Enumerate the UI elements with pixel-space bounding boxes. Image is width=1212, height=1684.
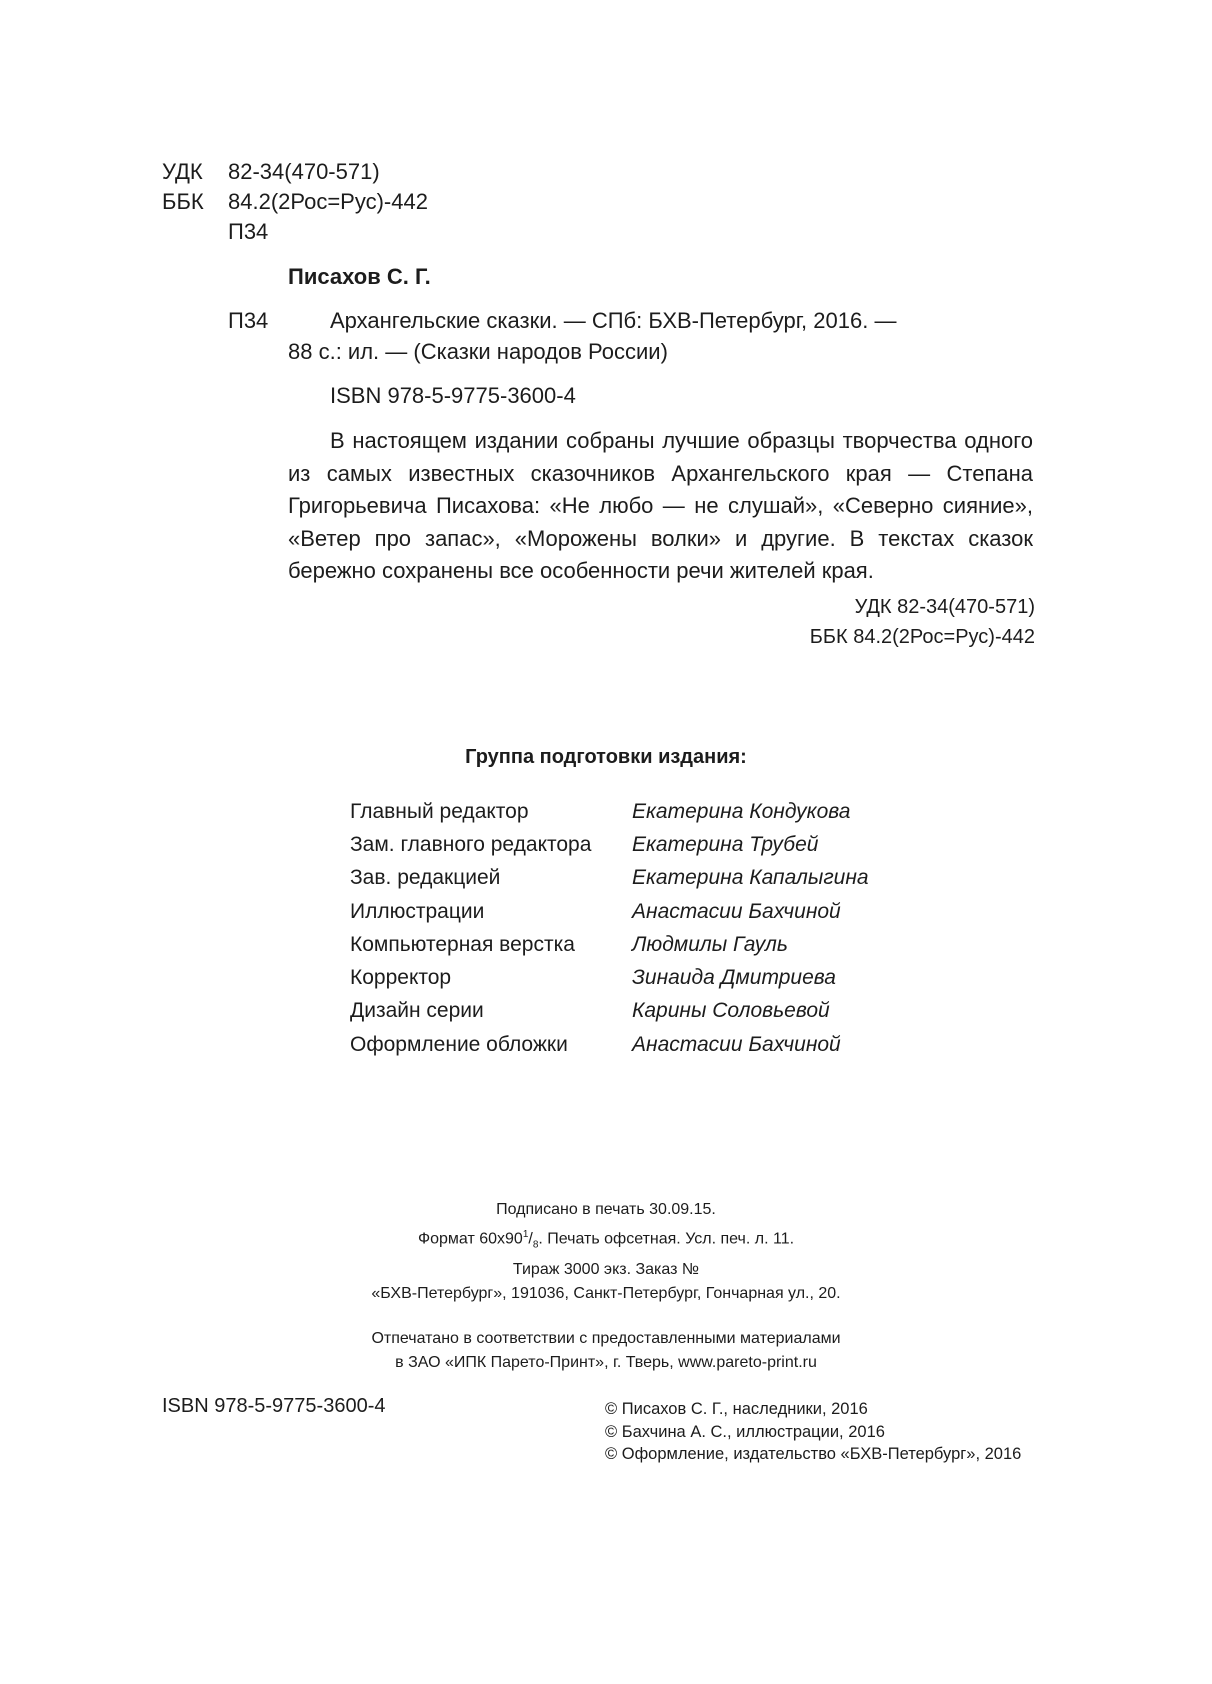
imprint-format: Формат $60х90^1/_8$. Печать офсетная. Усл. печ. л. 11. [417, 1228, 795, 1251]
team-person: Карины Соловьевой [632, 999, 830, 1023]
imprint-format-num: 1 [522, 1228, 529, 1240]
bib-isbn: ISBN 978-5-9775-3600-4 [330, 383, 576, 408]
bbk-value: 84.2(2Рос=Рус)-442 [228, 189, 428, 214]
right-codes-block [810, 592, 1035, 652]
team-person: Екатерина Капалыгина [632, 866, 869, 890]
annotation-paragraph: В настоящем издании собраны лучшие образцы творчества одного из самых известных сказочников Архангельского края — Степана Григорьевича Писахова: «Не любо — не слушай», «Северно сияние», «Ветер про запас», «Морожены волки» и другие. В текстах сказок бережно сохранены все особенности речи жителей края. [288, 428, 1033, 583]
udk-value: 82-34(470-571) [228, 159, 380, 184]
team-title: Группа подготовки издания: [465, 746, 747, 768]
team-person: Людмилы Гауль [632, 932, 788, 956]
copyright-line: © Писахов С. Г., наследники, 2016 [605, 1400, 868, 1418]
imprint-printed-2: в ЗАО «ИПК Парето-Принт», г. Тверь, www.pareto-print.ru [395, 1354, 817, 1372]
imprint-format-suffix: . Печать офсетная. Усл. печ. л. 11. [538, 1229, 795, 1247]
team-role: Иллюстрации [350, 899, 485, 923]
team-row [350, 995, 869, 1028]
imprint-publisher: «БХВ-Петербург», 191036, Санкт-Петербург, Гончарная ул., 20. [371, 1285, 841, 1303]
team-role: Зам. главного редактора [350, 832, 592, 856]
bbk-label: ББК [162, 189, 204, 214]
team-person: Анастасии Бахчиной [632, 1032, 841, 1056]
team-role: Оформление обложки [350, 1032, 568, 1056]
imprint-printed-1: Отпечатано в соответствии с предоставленными материалами [371, 1329, 841, 1347]
team-row [350, 828, 869, 861]
copyright-line: © Бахчина А. С., иллюстрации, 2016 [605, 1422, 885, 1441]
team-table [350, 795, 869, 1061]
team-row [350, 928, 869, 961]
right-udk: УДК 82-34(470-571) [854, 596, 1035, 618]
imprint-block [0, 1198, 1212, 1376]
team-row [350, 895, 869, 928]
team-role: Дизайн серии [350, 999, 484, 1023]
bib-line-2: 88 с.: ил. — (Сказки народов России) [288, 339, 668, 364]
imprint-format-den: 8 [532, 1239, 539, 1251]
copyright-block [605, 1398, 1021, 1466]
team-role: Компьютерная верстка [350, 932, 575, 956]
team-row [350, 961, 869, 994]
team-person: Зинаида Дмитриева [632, 966, 836, 990]
team-person: Анастасии Бахчиной [632, 899, 841, 923]
team-row [350, 1028, 869, 1061]
team-person: Екатерина Трубей [632, 832, 819, 856]
isbn-bottom: ISBN 978-5-9775-3600-4 [162, 1395, 386, 1417]
bib-line-1: Архангельские сказки. — СПб: БХВ-Петербург, 2016. — [330, 308, 897, 333]
author-heading: Писахов С. Г. [288, 264, 431, 289]
right-bbk: ББК 84.2(2Рос=Рус)-442 [809, 626, 1035, 648]
imprint-format-prefix: Формат 60х90 [417, 1229, 523, 1247]
bib-sign: П34 [228, 308, 269, 333]
team-role: Корректор [350, 966, 452, 990]
team-person: Екатерина Кондукова [632, 799, 851, 823]
team-role: Зав. редакцией [350, 866, 501, 890]
udk-label: УДК [162, 159, 203, 184]
imprint-run: Тираж 3000 экз. Заказ № [512, 1260, 700, 1278]
copyright-line: © Оформление, издательство «БХВ-Петербург», 2016 [605, 1445, 1022, 1463]
author-sign: П34 [228, 219, 269, 244]
team-row [350, 862, 869, 895]
team-role: Главный редактор [350, 799, 529, 823]
team-row [350, 795, 869, 828]
imprint-signed: Подписано в печать 30.09.15. [496, 1201, 716, 1218]
